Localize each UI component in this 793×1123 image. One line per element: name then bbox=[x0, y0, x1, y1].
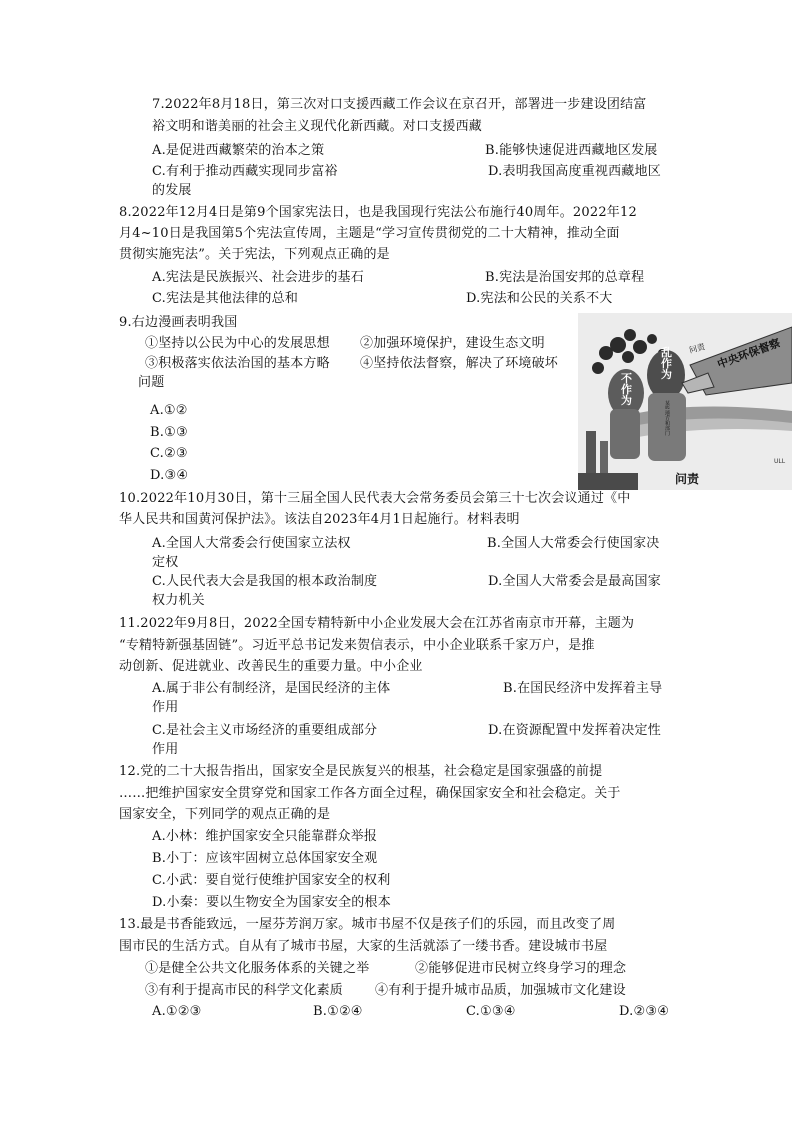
q7-option-c: C.有利于推动西藏实现同步富裕 bbox=[152, 164, 338, 179]
q11-option-a: A.属于非公有制经济，是国民经济的主体 bbox=[152, 681, 391, 696]
q13-option-d: D.②③④ bbox=[619, 1004, 670, 1019]
q11-option-b-cont: 作用 bbox=[152, 700, 179, 715]
q9-option-b: B.①③ bbox=[150, 425, 188, 440]
q11-option-d-cont: 作用 bbox=[152, 742, 179, 757]
cartoon-banner: 问责 bbox=[688, 342, 706, 355]
q8-option-d: D.宪法和公民的关系不大 bbox=[466, 291, 613, 306]
q9-item-3: ③积极落实依法治国的基本方略 bbox=[145, 356, 330, 371]
q13-option-b: B.①②④ bbox=[313, 1004, 363, 1019]
q9-cartoon bbox=[578, 313, 792, 490]
q8-stem-line2: 月4~10日是我国第5个宪法宣传周，主题是“学习宣传贯彻党的二十大精神，推动全面 bbox=[119, 226, 620, 241]
q12-stem-line1: 12.党的二十大报告指出，国家安全是民族复兴的根基，社会稳定是国家强盛的前提 bbox=[119, 764, 603, 779]
cartoon-arm-label: 中央环保督察 bbox=[715, 336, 783, 372]
q13-item-2: ②能够促进市民树立终身学习的理念 bbox=[415, 961, 627, 976]
q10-stem-line2: 华人民共和国黄河保护法》。该法自2023年4月1日起施行。材料表明 bbox=[119, 512, 520, 527]
q9-option-d: D.③④ bbox=[150, 468, 189, 483]
q7-stem-line2: 裕文明和谐美丽的社会主义现代化新西藏。对口支援西藏 bbox=[152, 119, 483, 134]
q7-option-b: B.能够快速促进西藏地区发展 bbox=[485, 143, 658, 158]
q10-option-d: D.全国人大常委会是最高国家 bbox=[488, 574, 661, 589]
q11-stem-line1: 11.2022年9月8日，2022全国专精特新中小企业发展大会在江苏省南京市开幕，主题为 bbox=[119, 616, 635, 631]
q9-item-4-cont: 问题 bbox=[138, 375, 165, 390]
q11-option-b: B.在国民经济中发挥着主导 bbox=[503, 681, 663, 696]
q9-cartoon-caption: 问责 bbox=[675, 472, 700, 486]
q10-stem-line1: 10.2022年10月30日，第十三届全国人民代表大会常务委员会第三十七次会议通过《中 bbox=[119, 491, 631, 506]
q7-stem-line1: 7.2022年8月18日，第三次对口支援西藏工作会议在京召开，部署进一步建设团结富 bbox=[152, 97, 647, 112]
q7-option-d: D.表明我国高度重视西藏地区 bbox=[488, 164, 661, 179]
q9-item-4: ④坚持依法督察，解决了环境破坏 bbox=[360, 356, 559, 371]
q12-option-c: C.小武：要自觉行使维护国家安全的权利 bbox=[152, 873, 391, 888]
q12-stem-line2: ……把维护国家安全贯穿党和国家工作各方面全过程，确保国家安全和社会稳定。关于 bbox=[119, 786, 621, 801]
cartoon-signature: ULL bbox=[774, 458, 786, 465]
q12-option-a: A.小林：维护国家安全只能靠群众举报 bbox=[152, 829, 378, 844]
q11-stem-line3: 动创新、促进就业、改善民生的重要力量。中小企业 bbox=[119, 659, 423, 674]
q8-option-c: C.宪法是其他法律的总和 bbox=[152, 291, 299, 306]
q13-item-1: ①是健全公共文化服务体系的关键之举 bbox=[145, 961, 370, 976]
q11-option-d: D.在资源配置中发挥着决定性 bbox=[488, 723, 661, 738]
q9-option-c: C.②③ bbox=[150, 446, 188, 461]
q13-stem-line2: 围市民的生活方式。自从有了城市书屋，大家的生活就添了一缕书香。建设城市书屋 bbox=[119, 939, 608, 954]
q11-option-c: C.是社会主义市场经济的重要组成部分 bbox=[152, 723, 378, 738]
q13-stem-line1: 13.最是书香能致远，一屋芬芳润万家。城市书屋不仅是孩子们的乐园，而且改变了周 bbox=[119, 917, 616, 932]
q8-option-b: B.宪法是治国安邦的总章程 bbox=[485, 270, 645, 285]
q13-item-3: ③有利于提高市民的科学文化素质 bbox=[145, 983, 344, 998]
q7-option-c-cont: 的发展 bbox=[152, 183, 192, 198]
cartoon-figure2-sub: 某些地方和部门 bbox=[664, 400, 670, 436]
q9-option-a: A.①② bbox=[150, 403, 188, 418]
q13-item-4: ④有利于提升城市品质，加强城市文化建设 bbox=[375, 983, 626, 998]
q7-option-a: A.是促进西藏繁荣的治本之策 bbox=[152, 143, 325, 158]
q10-option-b: B.全国人大常委会行使国家决 bbox=[487, 536, 660, 551]
q10-option-c: C.人民代表大会是我国的根本政治制度 bbox=[152, 574, 378, 589]
q8-stem-line1: 8.2022年12月4日是第9个国家宪法日，也是我国现行宪法公布施行40周年。2022年12 bbox=[119, 205, 637, 220]
cartoon-figure1-label: 不作为 bbox=[619, 372, 633, 406]
q10-option-d-cont: 权力机关 bbox=[152, 593, 205, 608]
q13-option-a: A.①②③ bbox=[152, 1004, 202, 1019]
q12-option-d: D.小秦：要以生物安全为国家安全的根本 bbox=[152, 895, 391, 910]
q12-stem-line3: 国家安全，下列同学的观点正确的是 bbox=[119, 807, 331, 822]
q9-item-2: ②加强环境保护，建设生态文明 bbox=[360, 336, 545, 351]
q10-option-a: A.全国人大常委会行使国家立法权 bbox=[152, 536, 351, 551]
q12-option-b: B.小丁：应该牢固树立总体国家安全观 bbox=[152, 851, 378, 866]
q8-option-a: A.宪法是民族振兴、社会进步的基石 bbox=[152, 270, 364, 285]
cartoon-figure2-label: 乱作为 bbox=[659, 346, 673, 380]
q8-stem-line3: 贯彻实施宪法”。关于宪法，下列观点正确的是 bbox=[119, 247, 390, 262]
q13-option-c: C.①③④ bbox=[466, 1004, 516, 1019]
q9-item-1: ①坚持以公民为中心的发展思想 bbox=[145, 336, 330, 351]
q10-option-b-cont: 定权 bbox=[152, 555, 179, 570]
q9-stem: 9.右边漫画表明我国 bbox=[119, 315, 238, 330]
q11-stem-line2: “专精特新强基固链”。习近平总书记发来贺信表示，中小企业联系千家万户，是推 bbox=[119, 638, 595, 653]
